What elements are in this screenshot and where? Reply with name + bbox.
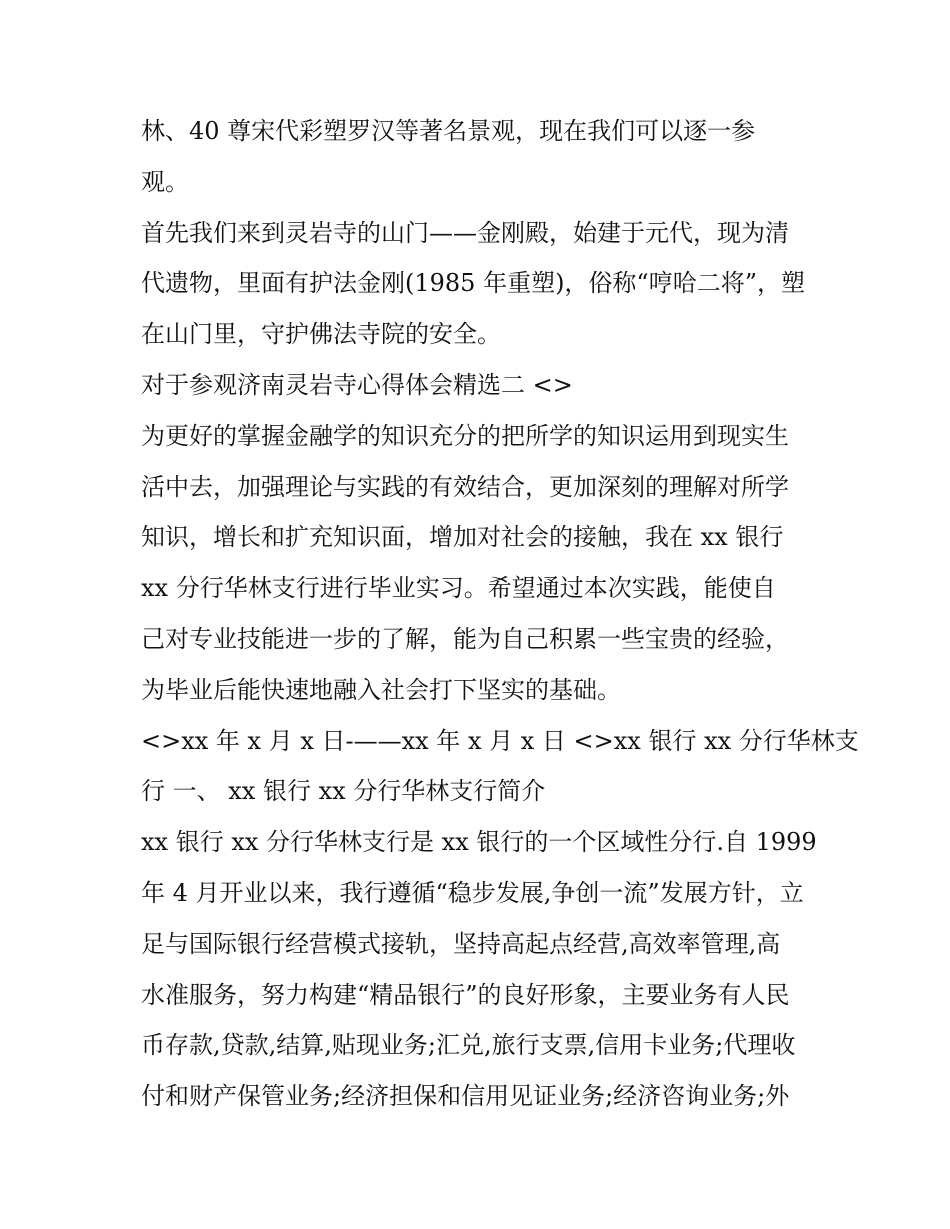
text-line: 己对专业技能进一步的了解，能为自己积累一些宝贵的经验，: [141, 624, 789, 653]
text-line: 观。: [141, 167, 189, 196]
text-line: <>xx 年 x 月 x 日-——xx 年 x 月 x 日 <>xx 银行 xx 分行华林支: [141, 726, 859, 755]
text-line: 足与国际银行经营模式接轨，坚持高起点经营,高效率管理,高: [141, 929, 781, 958]
section-heading: 对于参观济南灵岩寺心得体会精选二 <>: [141, 370, 573, 399]
body-text: [141, 106, 859, 1122]
text-line: 年 4 月开业以来，我行遵循“稳步发展,争创一流”发展方针，立: [141, 878, 804, 907]
text-line: 首先我们来到灵岩寺的山门——金刚殿，始建于元代，现为清: [141, 218, 789, 247]
text-line: 为更好的掌握金融学的知识充分的把所学的知识运用到现实生: [141, 421, 789, 450]
text-line: 币存款,贷款,结算,贴现业务;汇兑,旅行支票,信用卡业务;代理收: [141, 1031, 796, 1060]
text-line: 行 一、 xx 银行 xx 分行华林支行简介: [141, 777, 546, 806]
text-line: 代遗物，里面有护法金刚(1985 年重塑)，俗称“哼哈二将”，塑: [141, 269, 805, 298]
text-line: 付和财产保管业务;经济担保和信用见证业务;经济咨询业务;外: [141, 1082, 790, 1111]
text-line: xx 银行 xx 分行华林支行是 xx 银行的一个区域性分行.自 1999: [141, 828, 817, 857]
text-line: 为毕业后能快速地融入社会打下坚实的基础。: [141, 675, 621, 704]
text-line: 在山门里，守护佛法寺院的安全。: [141, 320, 501, 349]
text-line: 活中去，加强理论与实践的有效结合，更加深刻的理解对所学: [141, 472, 789, 501]
text-line: xx 分行华林支行进行毕业实习。希望通过本次实践，能使自: [141, 574, 776, 603]
text-line: 林、40 尊宋代彩塑罗汉等著名景观，现在我们可以逐一参: [141, 117, 756, 145]
text-line: 知识，增长和扩充知识面，增加对社会的接触，我在 xx 银行: [141, 523, 784, 552]
text-line: 水准服务，努力构建“精品银行”的良好形象，主要业务有人民: [141, 980, 790, 1009]
